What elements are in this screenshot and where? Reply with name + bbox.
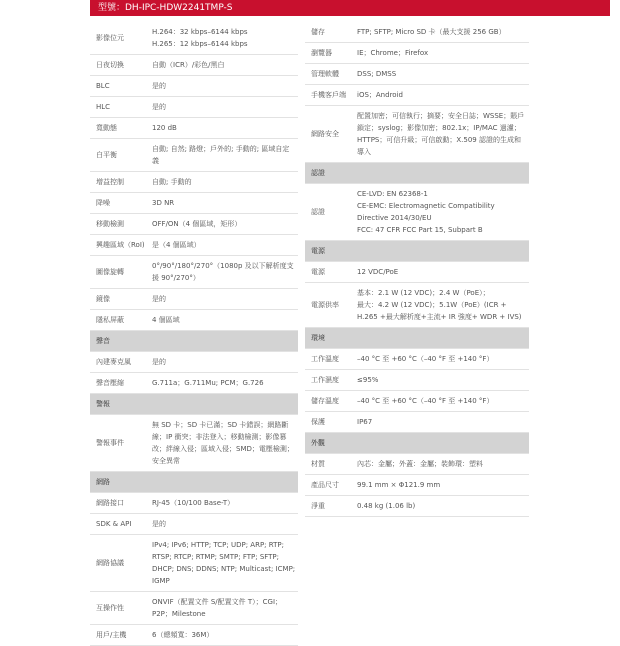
spec-label: 儲存 — [311, 28, 325, 36]
spec-row — [305, 43, 529, 64]
spec-label: 圖像旋轉 — [96, 268, 124, 276]
spec-row — [90, 172, 298, 193]
spec-label: 管理軟體 — [311, 70, 339, 78]
spec-label: 電源 — [311, 268, 325, 276]
spec-row — [90, 514, 298, 535]
spec-label: 材質 — [311, 460, 325, 468]
spec-value: RJ-45（10/100 Base-T） — [152, 499, 235, 507]
spec-label: 網路安全 — [311, 130, 339, 138]
spec-value: –40 °C 至 +60 °C（–40 °F 至 +140 °F） — [357, 397, 494, 405]
section-header: 電源 — [305, 241, 529, 262]
spec-value: 自動（ICR）/彩色/黑白 — [152, 61, 225, 69]
spec-label: 日夜切換 — [96, 61, 124, 69]
spec-row — [305, 370, 529, 391]
spec-label: 寬動態 — [96, 124, 117, 132]
spec-label: 儲存溫度 — [311, 397, 339, 405]
model-title: 型號：DH-IPC-HDW2241TMP-S — [90, 0, 610, 16]
spec-value: 是的 — [152, 358, 166, 366]
spec-label: 隱私屏蔽 — [96, 316, 124, 324]
spec-row — [90, 22, 298, 55]
spec-row — [90, 592, 298, 625]
spec-row — [90, 415, 298, 472]
spec-row — [305, 22, 529, 43]
section-header: 外觀 — [305, 433, 529, 454]
spec-row — [305, 496, 529, 517]
spec-value: IPv4; IPv6; HTTP; TCP; UDP; ARP; RTP; RTSP; RTCP; RTMP; SMTP; FTP; SFTP; DHCP; DNS; DDNS; NTP; Multicast; ICMP; IGMP — [152, 541, 296, 585]
spec-row — [90, 118, 298, 139]
section-header: 認證 — [305, 163, 529, 184]
spec-label: 認證 — [311, 208, 325, 216]
spec-row — [90, 55, 298, 76]
spec-value: –40 °C 至 +60 °C（–40 °F 至 +140 °F） — [357, 355, 494, 363]
spec-label: HLC — [96, 103, 111, 111]
spec-value: 4 個區域 — [152, 316, 180, 324]
spec-value: 是的 — [152, 520, 166, 528]
spec-label: 手機客戶端 — [311, 91, 346, 99]
spec-row — [305, 262, 529, 283]
section-header: 環境 — [305, 328, 529, 349]
spec-row — [90, 535, 298, 592]
spec-row — [90, 256, 298, 289]
section-header: 網路 — [90, 472, 298, 493]
spec-row — [90, 76, 298, 97]
spec-label: 淨重 — [311, 502, 325, 510]
spec-label: 聲音壓縮 — [96, 379, 124, 387]
spec-value: CE-LVD: EN 62368-1 CE-EMC: Electromagnetic Compatibility Directive 2014/30/EU FCC: 47 CFR FCC Part 15, Subpart B — [357, 190, 495, 234]
spec-value: IE；Chrome；Firefox — [357, 49, 429, 57]
spec-value: 是的 — [152, 103, 166, 111]
spec-label: 興趣區域（RoI) — [96, 241, 145, 249]
spec-value: H.264：32 kbps–6144 kbps H.265：12 kbps–6144 kbps — [152, 28, 248, 48]
spec-row — [90, 97, 298, 118]
spec-label: 互操作性 — [96, 604, 124, 612]
spec-value: 無 SD 卡；SD 卡已滿；SD 卡錯誤；網路斷線；IP 衝突；非法登入；移動檢測；影像篡改；絆線入侵；區域入侵；SMD；電壓檢測；安全異常 — [152, 421, 294, 465]
spec-label: 降噪 — [96, 199, 110, 207]
spec-value: ≤95% — [357, 376, 379, 384]
spec-label: 增益控制 — [96, 178, 124, 186]
section-header: 聲音 — [90, 331, 298, 352]
spec-value: 3D NR — [152, 199, 175, 207]
spec-value: 120 dB — [152, 124, 177, 132]
spec-value: DSS; DMSS — [357, 70, 397, 78]
spec-value: OFF/ON（4 個區域，矩形） — [152, 220, 242, 228]
spec-value: 內芯：金屬；外蓋：金屬；裝飾環：塑料 — [357, 460, 483, 468]
spec-value: 0.48 kg (1.06 lb) — [357, 502, 416, 510]
spec-label: 鏡像 — [96, 295, 110, 303]
spec-value: 自動; 手動的 — [152, 178, 192, 186]
spec-value: 配置加密；可信執行；摘要；安全日誌；WSSE；賬戶鎖定；syslog；影像加密；802.1x；IP/MAC 過濾；HTTPS；可信升級；可信啟動；X.509 認證的生成和導入 — [357, 112, 525, 156]
spec-row — [90, 289, 298, 310]
spec-label: 網路接口 — [96, 499, 124, 507]
spec-value: 自動; 自然; 路燈；戶外的; 手動的; 區域自定義 — [152, 145, 290, 165]
spec-row — [305, 184, 529, 241]
spec-row — [305, 454, 529, 475]
spec-label: 瀏覽器 — [311, 49, 332, 57]
spec-value: FTP; SFTP; Micro SD 卡（最大支援 256 GB） — [357, 28, 506, 36]
spec-label: 影像位元 — [96, 34, 124, 42]
spec-value: 12 VDC/PoE — [357, 268, 399, 276]
spec-row — [90, 214, 298, 235]
spec-label: 白平衡 — [96, 151, 117, 159]
spec-label: 用戶/主機 — [96, 631, 127, 639]
spec-row — [90, 352, 298, 373]
spec-label: 電源供率 — [311, 301, 339, 309]
spec-row — [305, 283, 529, 328]
spec-label: 移動檢測 — [96, 220, 124, 228]
spec-value: 6（總頻寬：36M） — [152, 631, 214, 639]
spec-label: 網路協議 — [96, 559, 124, 567]
spec-label: 警報事件 — [96, 439, 124, 447]
spec-row — [90, 139, 298, 172]
spec-row — [305, 349, 529, 370]
spec-row — [305, 412, 529, 433]
spec-row — [305, 64, 529, 85]
spec-value: 基本：2.1 W (12 VDC)；2.4 W（PoE）； 最大：4.2 W (12 VDC)；5.1W（PoE）(ICR + H.265 +最大解析度+主流+ IR 強度+ WDR + IVS) — [357, 289, 522, 321]
spec-label: SDK & API — [96, 520, 132, 528]
right-spec-column — [305, 22, 529, 517]
spec-row — [305, 85, 529, 106]
spec-label: 產品尺寸 — [311, 481, 339, 489]
spec-value: 是的 — [152, 82, 166, 90]
spec-label: 工作溫度 — [311, 355, 339, 363]
spec-value: 0°/90°/180°/270°（1080p 及以下解析度支援 90°/270°） — [152, 262, 294, 282]
spec-row — [90, 310, 298, 331]
spec-row — [305, 106, 529, 163]
section-header: 警報 — [90, 394, 298, 415]
spec-row — [90, 373, 298, 394]
spec-value: G.711a；G.711Mu; PCM；G.726 — [152, 379, 264, 387]
spec-row — [305, 391, 529, 412]
spec-label: 工作濕度 — [311, 376, 339, 384]
spec-row — [90, 235, 298, 256]
spec-value: iOS；Android — [357, 91, 403, 99]
left-spec-column — [90, 22, 298, 646]
spec-row — [90, 625, 298, 646]
spec-label: 內建麥克風 — [96, 358, 131, 366]
spec-value: 是（4 個區域） — [152, 241, 201, 249]
spec-row — [90, 493, 298, 514]
spec-value: 99.1 mm × Φ121.9 mm — [357, 481, 441, 489]
spec-row — [305, 475, 529, 496]
spec-label: BLC — [96, 82, 110, 90]
spec-value: ONVIF（配置文件 S/配置文件 T）；CGI；P2P；Milestone — [152, 598, 283, 618]
spec-row — [90, 193, 298, 214]
spec-label: 保護 — [311, 418, 325, 426]
spec-value: 是的 — [152, 295, 166, 303]
spec-value: IP67 — [357, 418, 373, 426]
